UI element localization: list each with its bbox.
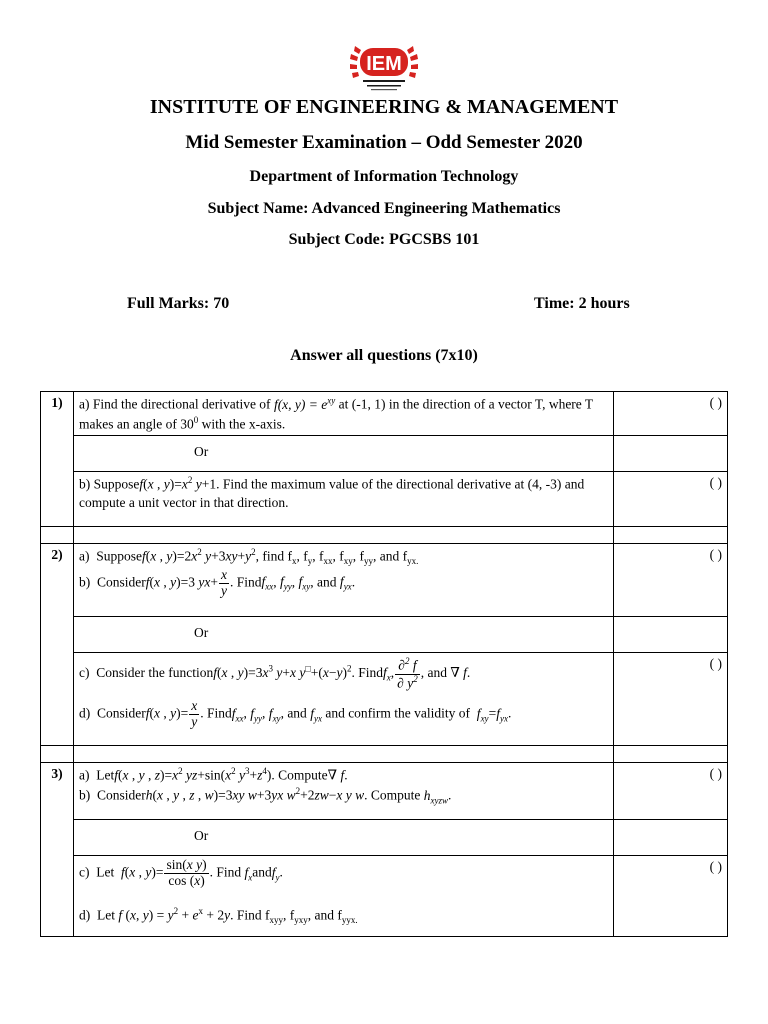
marks-box-empty: [614, 617, 728, 653]
marks-box-empty: [614, 820, 728, 856]
table-row: [41, 746, 728, 763]
marks-box: ( ): [614, 544, 728, 617]
institute-title: INSTITUTE OF ENGINEERING & MANAGEMENT: [149, 96, 619, 118]
question-3ab: a) Letf(x , y , $z)=x^2$ $yz+\sin(x^2$ $y^3+z^4$). Compute∇ f. b) Considerh(x , y , z , w)=3xy w+3yx $w^2+2zw-x$ y w. Compute $h_{xyzw}$.: [74, 763, 614, 820]
question-2ab: a) Supposef(x , $y)=2x^2$ $y+3xy+y^2$, find $f_x$, $f_y$, $f_{xx}$, $f_{xy}$, $f_{yy}$, and $f_{yx.}$ b) Considerf(x , y)=3 yx+ $\frac{x}{y}$ . Findf$_{xx}$, $f_{yy}$, $f_{xy}$, and $f_{yx}$.: [74, 544, 614, 617]
table-row: [41, 392, 728, 436]
subject-name: Subject Name: Advanced Engineering Mathematics: [207, 200, 561, 217]
table-row: [41, 527, 728, 544]
table-row: [41, 763, 728, 820]
table-row: [41, 856, 728, 937]
table-row: [41, 436, 728, 472]
marks-box: ( ): [614, 763, 728, 820]
or-label: Or: [74, 436, 614, 472]
table-row: [41, 472, 728, 527]
question-2cd: c) Consider the functionf(x , $y)=3x^3$ y+x $y^□+(x-y)^2$. Findf$_x$, $\frac{\partial^2 f}{\partial y^2}$ , and ∇ f. d) Considerf(x , y)= $\frac{x}{y}$ . Findf$_{xx}$, $f_{yy}$, $f_{xy}$, and $f_{yx}$ and confirm the validity of $f_{xy}=f_{yx}$.: [74, 653, 614, 746]
question-1a: a) Find the directional derivative of f(x, $y) = e^{xy}$ at (-1, 1) in the direction of a vector T, where T makes an angle of $30^0$ with the x-axis.: [74, 392, 614, 436]
instruction: Answer all questions (7x10): [290, 347, 478, 364]
table-row: [41, 544, 728, 617]
svg-text:IEM: IEM: [366, 53, 402, 75]
marks-box-empty: [614, 436, 728, 472]
full-marks: Full Marks: 70: [127, 295, 230, 312]
marks-box: ( ): [614, 392, 728, 436]
question-1b: b) Supposef(x , $y)=x^2$ y+1. Find the maximum value of the directional derivative at (4, -3) and compute a unit vector in that direction.: [74, 472, 614, 527]
question-table: [40, 391, 728, 937]
or-label: Or: [74, 820, 614, 856]
exam-time: Time: 2 hours: [534, 295, 630, 312]
marks-box: ( ): [614, 856, 728, 937]
or-label: Or: [74, 617, 614, 653]
question-3cd: c) Let f(x , y)= $\frac{\text{sin(x y)}}{\cos (x)}$ . Find $f_xandf_y$. d) Let f (x, $y) = y^2 + e^x + 2y$. Find $f_{xyy}$, $f_{yxy}$, and $f_{yyx.}$: [74, 856, 614, 937]
exam-title: Mid Semester Examination – Odd Semester 2020: [185, 132, 583, 153]
question-number: 3): [41, 763, 74, 937]
table-row: [41, 617, 728, 653]
marks-box: ( ): [614, 653, 728, 746]
department-name: Department of Information Technology: [249, 168, 519, 185]
iem-logo: [345, 42, 423, 96]
question-number: 2): [41, 544, 74, 746]
table-row: [41, 653, 728, 746]
question-number: 1): [41, 392, 74, 527]
marks-box: ( ): [614, 472, 728, 527]
subject-code: Subject Code: PGCSBS 101: [288, 231, 480, 248]
table-row: [41, 820, 728, 856]
